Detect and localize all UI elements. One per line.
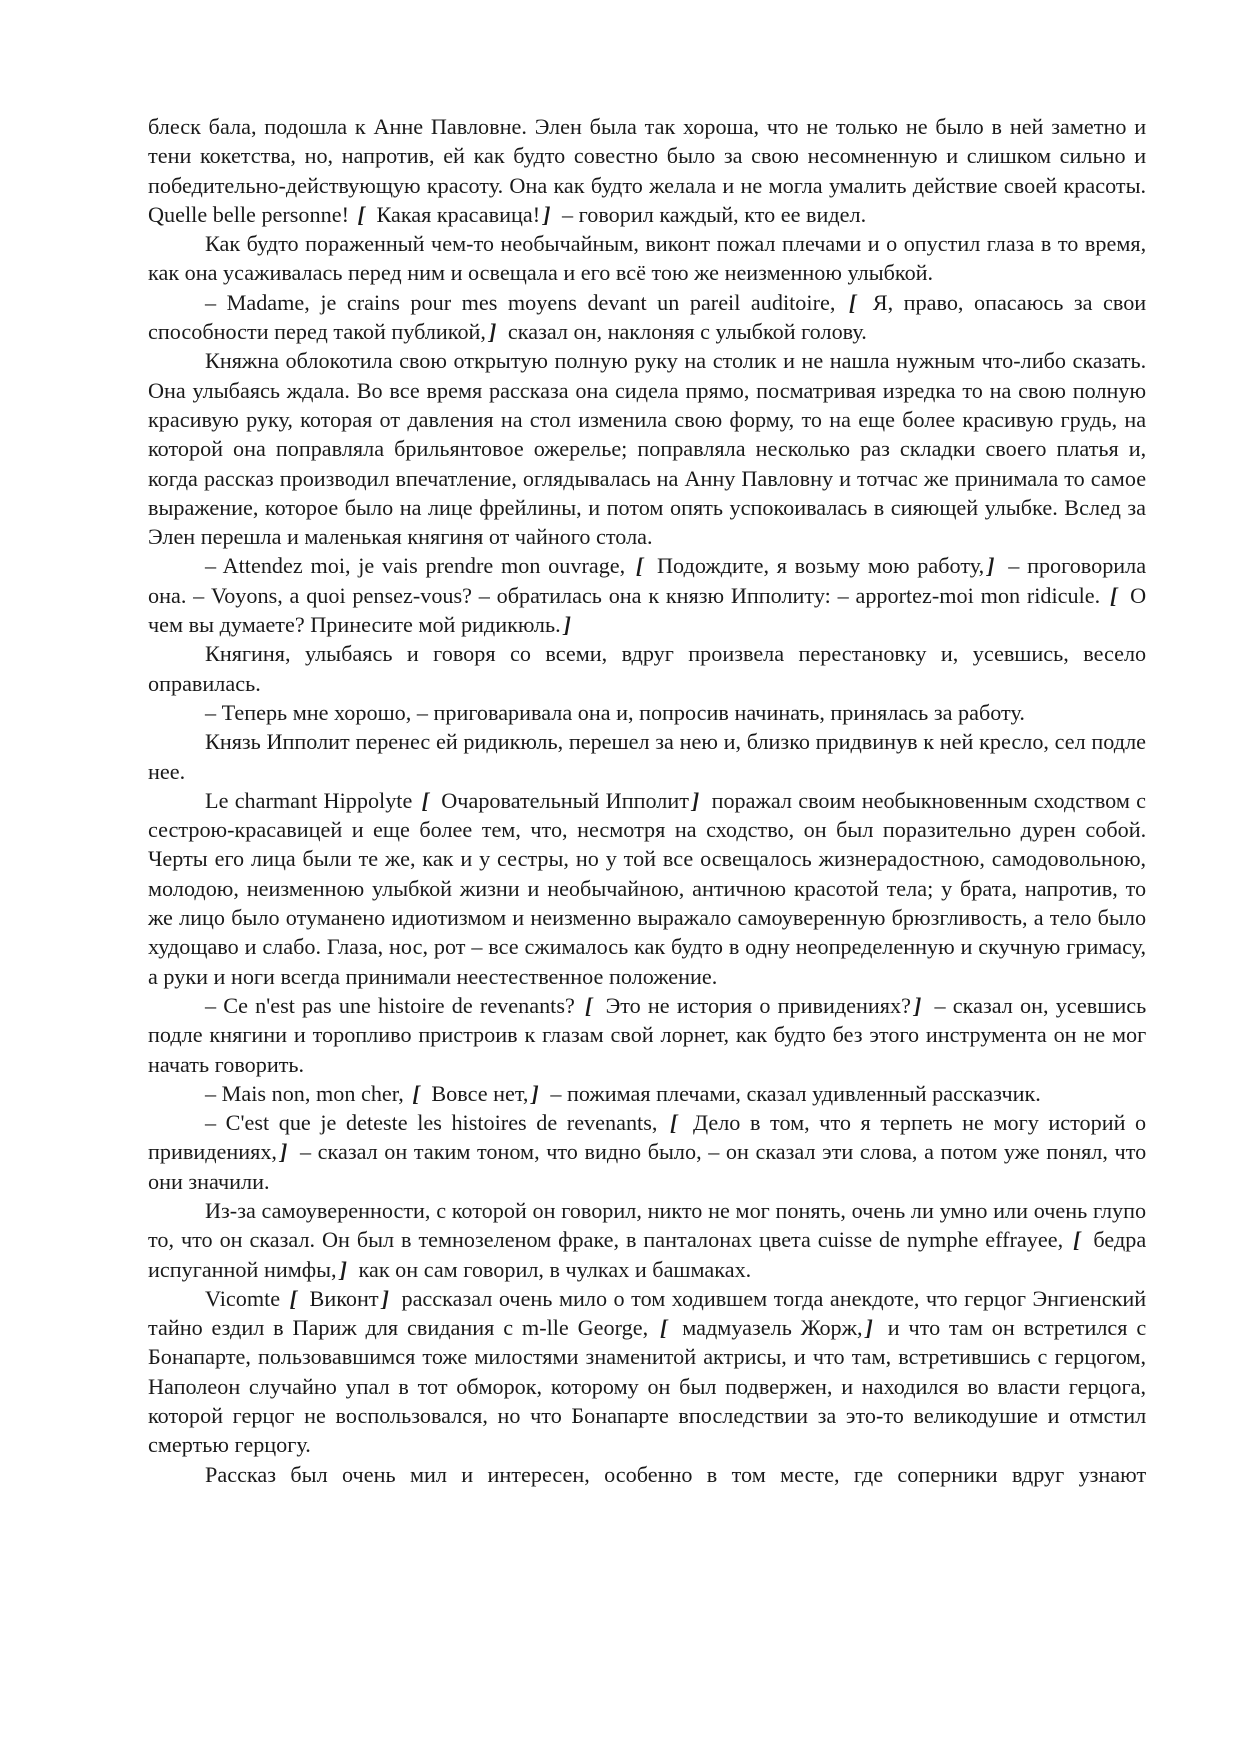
- translation-bracket: ]: [691, 787, 700, 813]
- paragraph-3: – Madame, je crains pour mes moyens devant un pareil auditoire, [ Я, право, опасаюсь за свои способности перед такой публикой, ] сказал он, наклоняя с улыбкой голову.: [148, 289, 1147, 345]
- translation-bracket: [: [848, 289, 857, 315]
- paragraph-6: Княгиня, улыбаясь и говоря со всеми, вдруг произвела перестановку и, усевшись, весело оправилась.: [148, 641, 1147, 696]
- paragraph-5: – Attendez moi, je vais prendre mon ouvrage, [ Подождите, я возьму мою работу, ] – проговорила она. – Voyons, a quoi pensez-vous? – обратилась она к князю Ипполиту: – apportez-moi mon ridicule. [ О чем вы думаете? Принесите мой ридикюль. ]: [148, 553, 1147, 638]
- translation-bracket: [: [659, 1315, 668, 1341]
- translation-bracket: ]: [543, 201, 551, 227]
- translation-bracket: ]: [381, 1285, 389, 1311]
- translation-bracket: ]: [531, 1080, 539, 1106]
- translation-bracket: [: [669, 1110, 678, 1136]
- translation-bracket: ]: [987, 553, 995, 579]
- paragraph-11: – Mais non, mon cher, [ Вовсе нет, ] – пожимая плечами, сказал удивленный рассказчик.: [205, 1080, 1041, 1106]
- translation-bracket: [: [1109, 582, 1118, 608]
- paragraph-13: Из-за самоуверенности, с которой он говорил, никто не мог понять, очень ли умно или очень глупо то, что он сказал. Он был в темнозеленом фраке, в панталонах цвета cuisse de nymphe effrayee, [ бедра испуганной нимфы, ] как он сам говорил, в чулках и башмаках.: [148, 1197, 1147, 1282]
- paragraph-14: Vicomte [ Виконт ] рассказал очень мило о том ходившем тогда анекдоте, что герцог Энгиенский тайно ездил в Париж для свидания с m-lle George, [ мадмуазель Жорж, ] и что там он встретился с Бонапарте, пользовавшимся тоже милостями знаменитой актрисы, и что там, встретившись с герцогом, Наполеон случайно упал в тот обморок, которому он был подвержен, и находился во власти герцога, которой герцог не воспользовался, но что Бонапарте впоследствии за это-то великодушие и отмстил смертью герцогу.: [148, 1285, 1147, 1458]
- paragraph-8: Князь Ипполит перенес ей ридикюль, перешел за нею и, близко придвинув к ней кресло, сел подле нее.: [148, 729, 1146, 784]
- paragraph-15: Рассказ был очень мил и интересен, особенно в том месте, где соперники вдруг узнают: [205, 1461, 1147, 1487]
- document-page: [148, 112, 1146, 1489]
- translation-bracket: ]: [563, 612, 572, 638]
- translation-bracket: ]: [339, 1256, 347, 1282]
- translation-bracket: ]: [913, 992, 922, 1018]
- translation-bracket: ]: [488, 319, 497, 345]
- translation-bracket: [: [357, 201, 365, 227]
- translation-bracket: ]: [865, 1315, 873, 1341]
- translation-bracket: ]: [279, 1139, 288, 1165]
- translation-bracket: [: [1073, 1227, 1081, 1253]
- paragraph-1: блеск бала, подошла к Анне Павловне. Элен была так хороша, что не только не было в ней заметно и тени кокетства, но, напротив, ей как будто совестно было за свою несомненную и слишком сильно и победительно-действующую красоту. Она как будто желала и не могла умалить действие своей красоты. Quelle belle personne! [ Какая красавица! ] – говорил каждый, кто ее видел.: [148, 114, 1147, 227]
- paragraph-7: – Теперь мне хорошо, – приговаривала она и, попросив начинать, принялась за работу.: [205, 699, 1025, 725]
- paragraph-9: Le charmant Hippolyte [ Очаровательный Ипполит ] поражал своим необыкновенным сходством с сестрою-красавицей и еще более тем, что, несмотря на сходство, он был поразительно дурен собой. Черты его лица были те же, как и у сестры, но у той все освещалось жизнерадостною, самодовольною, молодою, неизменною улыбкой жизни и необычайною, античною красотой тела; у брата, напротив, то же лицо было отуманено идиотизмом и неизменно выражало самоуверенную брюзгливость, а тело было худощаво и слабо. Глаза, нос, рот – все сжималось как будто в одну неопределенную и скучную гримасу, а руки и ноги всегда принимали неестественное положение.: [148, 787, 1147, 989]
- paragraph-12: – C'est que je deteste les histoires de revenants, [ Дело в том, что я терпеть не могу историй о привидениях, ] – сказал он таким тоном, что видно было, – он сказал эти слова, а потом уже понял, что они значили.: [148, 1110, 1147, 1194]
- translation-bracket: [: [289, 1285, 298, 1311]
- paragraph-2: Как будто пораженный чем-то необычайным, виконт пожал плечами и о опустил глаза в то время, как она усаживалась перед ним и освещала и его всё тою же неизменною улыбкой.: [148, 231, 1147, 286]
- paragraph-10: – Ce n'est pas une histoire de revenants? [ Это не история о привидениях? ] – сказал он, усевшись подле княгини и торопливо пристроив к глазам свой лорнет, как будто без этого инструмента он не мог начать говорить.: [148, 992, 1147, 1077]
- paragraph-4: Княжна облокотила свою открытую полную руку на столик и не нашла нужным что-либо сказать. Она улыбаясь ждала. Во все время рассказа она сидела прямо, посматривая изредка то на свою полную красивую руку, которая от давления на стол изменила свою форму, то на еще более красивую грудь, на которой она поправляла брильянтовое ожерелье; поправляла несколько раз складки своего платья и, когда рассказ производил впечатление, оглядывалась на Анну Павловну и тотчас же принимала то самое выражение, которое было на лице фрейлины, и потом опять успокоивалась в сияющей улыбке. Вслед за Элен перешла и маленькая княгиня от чайного стола.: [148, 348, 1147, 550]
- translation-bracket: [: [412, 1080, 420, 1106]
- translation-bracket: [: [421, 787, 429, 813]
- translation-bracket: [: [585, 992, 593, 1018]
- translation-bracket: [: [635, 553, 644, 579]
